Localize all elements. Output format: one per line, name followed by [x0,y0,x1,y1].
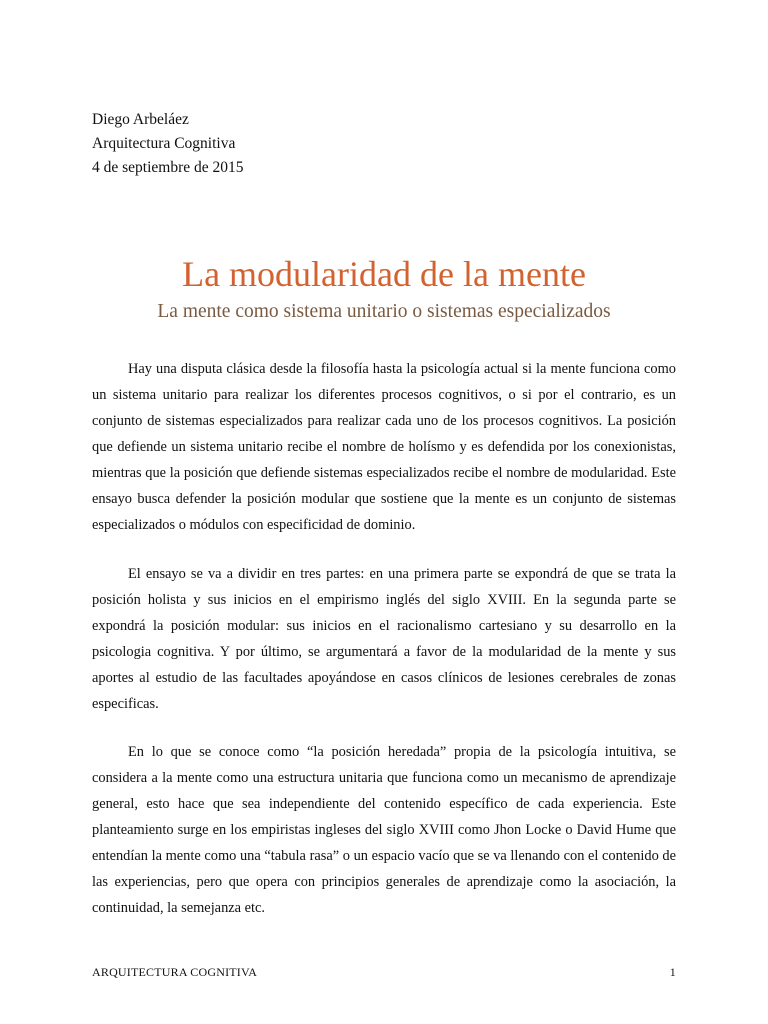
footer-label: ARQUITECTURA COGNITIVA [92,965,258,979]
document-date: 4 de septiembre de 2015 [92,159,244,176]
course-name: Arquitectura Cognitiva [92,135,236,152]
body-paragraph: En lo que se conoce como “la posición heredada” propia de la psicología intuitiva, se considera a la mente como una estructura unitaria que funciona como un mecanismo de aprendizaje general, esto hace que sea independiente del contenido específico de cada experiencia. Este planteamiento surge en los empiristas ingleses del siglo XVIII como Jhon Locke o David Hume que entendían la mente como una “tabula rasa” o un espacio vacío que se va llenando con el contenido de las experiencias, pero que opera con principios generales de aprendizaje como la asociación, la continuidad, la semejanza etc. [92,744,676,916]
page-number: 1 [669,965,676,979]
body-paragraph: Hay una disputa clásica desde la filosofía hasta la psicología actual si la mente funciona como un sistema unitario para realizar los diferentes procesos cognitivos, o si por el contrario, es un conjunto de sistemas especializados para realizar cada uno de los procesos cognitivos. La posición que defiende un sistema unitario recibe el nombre de holísmo y es defendida por los conexionistas, mientras que la posición que defiende sistemas especializados recibe el nombre de modularidad. Este ensayo busca defender la posición modular que sostiene que la mente es un conjunto de sistemas especializados o módulos con especificidad de dominio. [92,361,676,533]
body-paragraph: El ensayo se va a dividir en tres partes: en una primera parte se expondrá de que se trata la posición holista y sus inicios en el empirismo inglés del siglo XVIII. En la segunda parte se expondrá la posición modular: sus inicios en el racionalismo cartesiano y su desarrollo en la psicologia cognitiva. Y por último, se argumentará a favor de la modularidad de la mente y sus aportes al estudio de las facultades apoyándose en casos clínicos de lesiones cerebrales de zonas especificas. [92,566,676,712]
document-header [92,108,244,180]
author-name: Diego Arbeláez [92,111,189,128]
document-subtitle: La mente como sistema unitario o sistemas especializados [157,301,611,322]
document-title: La modularidad de la mente [182,254,586,294]
